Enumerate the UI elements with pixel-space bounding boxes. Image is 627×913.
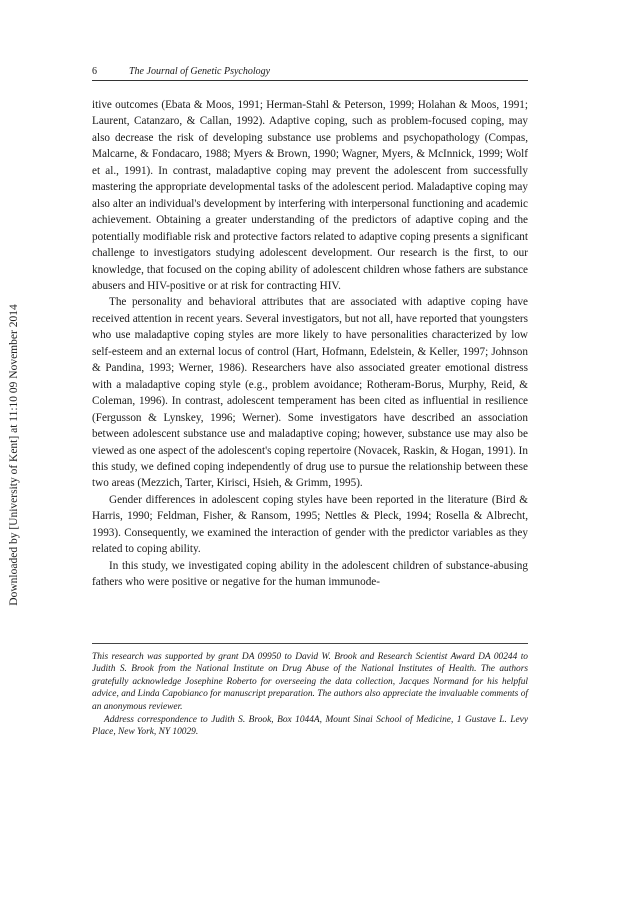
paragraph-gender: Gender differences in adolescent coping styles have been reported in the literature (Bird & Harris, 1990; Feldman, Fisher, & Ransom, 1995; Nettles & Pleck, 1994; Rosella & Albrecht, 1993). Consequently, we examined the interaction of gender with the predictor variables as they related to coping ability. <box>92 493 528 556</box>
correspondence-note: Address correspondence to Judith S. Brook, Box 1044A, Mount Sinai School of Medicine, 1 Gustave L. Levy Place, New York, NY 10029. <box>92 714 528 738</box>
funding-note: This research was supported by grant DA 09950 to David W. Brook and Research Scientist Award DA 00244 to Judith S. Brook from the National Institute on Drug Abuse of the National Institutes of Health. The authors gratefully acknowledge Josephine Roberto for overseeing the data collection, Jacques Normand for his helpful advice, and Linda Capobianco for manuscript preparation. The authors also appreciate the invaluable comments of an anonymous reviewer. <box>92 651 528 712</box>
download-watermark <box>0 0 28 913</box>
footnote-divider <box>92 643 528 644</box>
running-head <box>92 66 528 81</box>
download-watermark-text: Downloaded by [University of Kent] at 11:10 09 November 2014 <box>8 304 20 606</box>
paragraph-study: In this study, we investigated coping ability in the adolescent children of substance-abusing fathers who were positive or negative for the human immunode- <box>92 559 528 589</box>
journal-page <box>92 66 528 739</box>
paragraph-personality: The personality and behavioral attributes that are associated with adaptive coping have received attention in recent years. Several investigators, but not all, have reported that youngsters who use maladaptive coping styles are more likely to have personalities characterized by low self-esteem and an external locus of control (Hart, Hofmann, Edelstein, & Keller, 1997; Johnson & Pandina, 1993; Werner, 1986). Researchers have also associated greater emotional distress with a maladaptive coping style (e.g., problem avoidance; Rotheram-Borus, Murphy, Reid, & Coleman, 1996). In contrast, adolescent temperament has been cited as influential in resilience (Fergusson & Lynskey, 1996; Werner). Some investigators have described an association between adolescent substance use and maladaptive coping; however, substance use may also be viewed as one aspect of the adolescent's coping repertoire (Novacek, Raskin, & Hogan, 1991). In this study, we defined coping independently of drug use to pursue the relationship between these two areas (Mezzich, Tarter, Kirisci, Hsieh, & Grimm, 1995). <box>92 296 528 490</box>
body-text <box>92 97 528 591</box>
journal-title: The Journal of Genetic Psychology <box>129 66 271 77</box>
paragraph-continued: itive outcomes (Ebata & Moos, 1991; Herman-Stahl & Peterson, 1999; Holahan & Moos, 1991; Laurent, Catanzaro, & Callan, 1992). Adaptive coping, such as problem-focused coping, may also decrease the risk of developing substance use problems and psychopathology (Compas, Malcarne, & Fondacaro, 1988; Myers & Brown, 1990; Wagner, Myers, & McInnick, 1999; Wolf et al., 1991). In contrast, maladaptive coping may prevent the adolescent from successfully mastering the appropriate developmental tasks of the adolescent period. Maladaptive coping may also alter an individual's development by interfering with interpersonal functioning and academic achievement. Obtaining a greater understanding of the predictors of adaptive coping and the potentially modifiable risk and protective factors related to adaptive coping presents a significant challenge to investigators studying adolescent development. Our research is the first, to our knowledge, that focused on the coping ability of adolescent children whose fathers are substance abusers and HIV-positive or at risk for contracting HIV. <box>92 99 528 292</box>
page-number: 6 <box>92 66 97 77</box>
footnotes <box>92 651 528 739</box>
